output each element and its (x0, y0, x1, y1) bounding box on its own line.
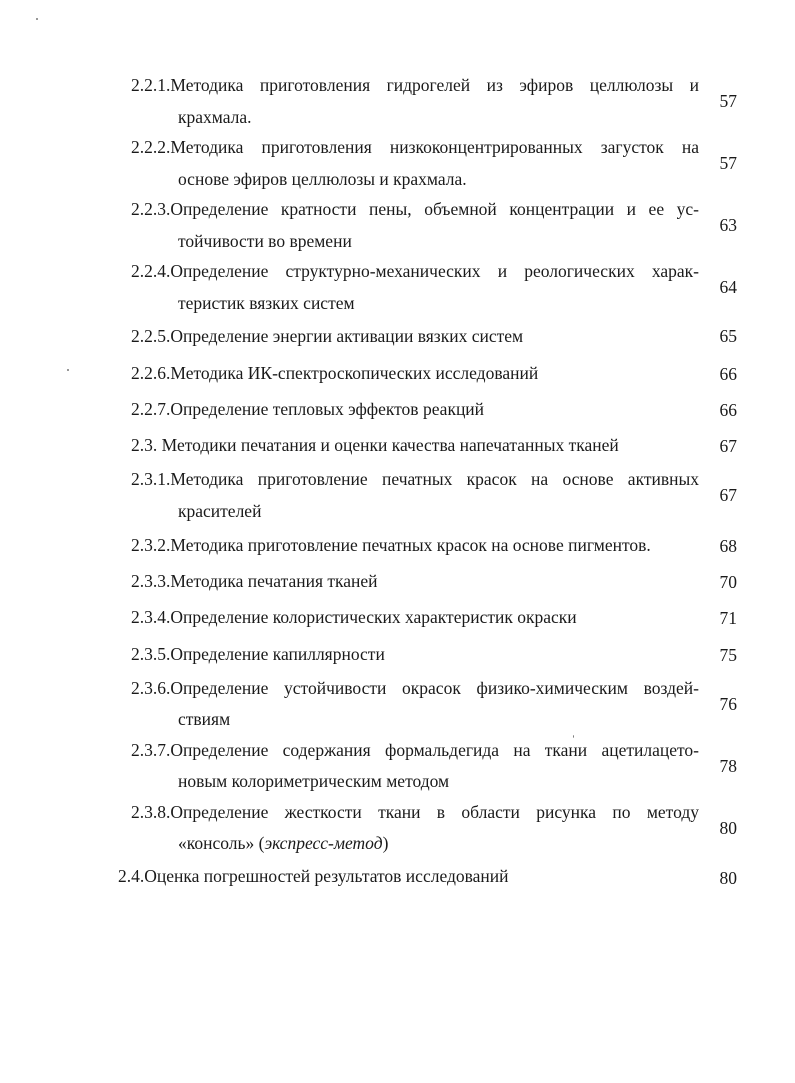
toc-entry-title: 2.3. Методики печатания и оценки качества напечатанных тканей (131, 435, 619, 455)
scan-speck (67, 369, 69, 371)
toc-entry-page: 63 (719, 215, 737, 235)
toc-entry-page: 64 (719, 277, 737, 297)
toc-entry-page: 71 (719, 608, 737, 628)
toc-entry-page: 67 (719, 436, 737, 456)
toc-entry-title-cont: тойчивости во времени (178, 231, 352, 251)
toc-entry-page: 80 (719, 818, 737, 838)
toc-entry-title-cont (178, 833, 388, 853)
toc-entry-title: 2.3.5.Определение капиллярности (131, 644, 385, 664)
toc-entry-title: 2.2.7.Определение тепловых эффектов реакций (131, 399, 485, 419)
toc-entry-title: 2.4.Оценка погрешностей результатов исследований (118, 866, 509, 886)
toc-entry-page: 68 (719, 536, 737, 556)
scan-speck (573, 735, 574, 738)
toc-entry-page: 80 (719, 868, 737, 888)
toc-entry-title: 2.2.6.Методика ИК-спектроскопических исследований (131, 363, 539, 383)
toc-entry-title-emphasis: экспресс-метод (264, 833, 383, 853)
toc-entry-page: 75 (719, 645, 737, 665)
toc-entry-page: 78 (719, 756, 737, 776)
toc-entry-title-cont: красителей (178, 501, 262, 521)
toc-entry-page: 65 (719, 326, 737, 346)
toc-entry-page: 66 (719, 400, 737, 420)
toc-entry-title: 2.3.8.Определение жесткости ткани в области рисунка по методу (131, 802, 699, 822)
toc-entry-title: 2.3.2.Методика приготовление печатных красок на основе пигментов. (131, 535, 651, 555)
toc-entry-title-part: ) (382, 833, 389, 853)
toc-entry-page: 76 (719, 694, 737, 714)
toc-entry-title: 2.2.2.Методика приготовления низкоконцентрированных загусток на (131, 137, 699, 157)
toc-entry-title: 2.2.1.Методика приготовления гидрогелей из эфиров целлюлозы и (131, 75, 699, 95)
toc-entry-title-cont: ствиям (178, 709, 231, 729)
toc-entry-page: 66 (719, 364, 737, 384)
toc-entry-page: 67 (719, 485, 737, 505)
toc-entry-title: 2.3.6.Определение устойчивости окрасок физико-химическим воздей- (131, 678, 699, 698)
toc-entry-title: 2.3.4.Определение колористических характеристик окраски (131, 607, 577, 627)
toc-entry-title-cont: крахмала. (178, 107, 252, 127)
toc-entry-title: 2.2.5.Определение энергии активации вязких систем (131, 326, 524, 346)
toc-entry-page: 57 (719, 153, 737, 173)
toc-entry-title: 2.2.3.Определение кратности пены, объемной концентрации и ее ус- (131, 199, 699, 219)
toc-entry-title-cont: теристик вязких систем (178, 293, 355, 313)
toc-entry-page: 57 (719, 91, 737, 111)
toc-entry-title: 2.3.3.Методика печатания тканей (131, 571, 378, 591)
toc-entry-title: 2.3.7.Определение содержания формальдегида на ткани ацетилацето- (131, 740, 699, 760)
toc-entry-title-part: «консоль» ( (178, 833, 265, 853)
scan-speck (36, 18, 38, 20)
toc-entry-title-cont: основе эфиров целлюлозы и крахмала. (178, 169, 467, 189)
toc-entry-title: 2.3.1.Методика приготовление печатных красок на основе активных (131, 469, 699, 489)
toc-entry-title: 2.2.4.Определение структурно-механических и реологических харак- (131, 261, 699, 281)
toc-entry-page: 70 (719, 572, 737, 592)
toc-entry-title-cont: новым колориметрическим методом (178, 771, 450, 791)
